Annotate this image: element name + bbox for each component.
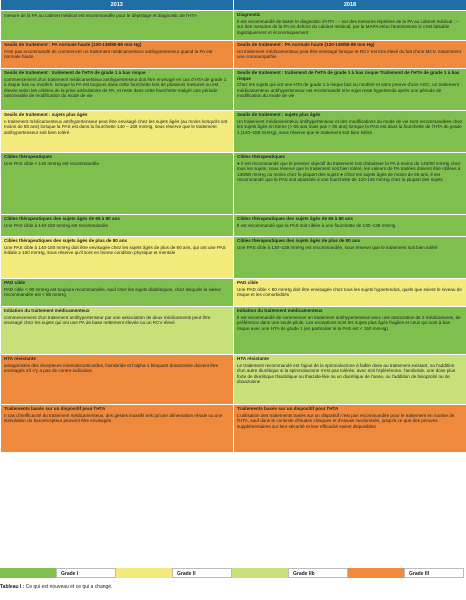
cell-title: Cibles thérapeutiques (237, 154, 285, 159)
cell-2018 (234, 69, 466, 111)
cell-title: Traitements basés sur un dispositif pour l'HTA (237, 406, 339, 411)
cell-title: Seuils de traitement : sujets plus âgés (4, 112, 88, 117)
cell-title: Seuils de traitement : PA normale haute (130-139/85-89 mm Hg) (4, 42, 142, 47)
cell-title: Initiation du traitement médicamenteux (237, 308, 323, 313)
cell-2013 (1, 279, 234, 307)
cell-title: HTA résistante (237, 356, 269, 361)
table-row (1, 405, 466, 453)
cell-body: commencement d'un traitement médicamenteux antihypertenseur doit être envisagé en cas d'HTA de grade 1 à risque bas ou modéré, lorsque la PA est toujours dans cette fourchette lors de plusieurs mesures ou est élevée selon les critères de la prise ambulatoire de PA, et reste dans cette fourchette malgré une période raisonnable de modification du mode de vie (4, 76, 227, 99)
cell-body: n cas d'inefficacité du traitement médicamenteux, des gestes invasifs tels qu'une dénervation rénale ou une stimulation du barorécepteur peuvent être envisagés (4, 412, 223, 424)
cell-body: Une PAS cible à 140-150 mmHg doit être envisagée chez les sujets âgés de plus de 80 ans, qui ont une PAS initiale ≥ 160 mmHg, sous réserve qu'il sont en bonne condition physique et mentale (4, 244, 226, 256)
caption-label: Tableau I : (0, 584, 25, 590)
cell-2013 (1, 307, 234, 355)
cell-body: Un traitement médicamenteux peut être envisagé lorsque le RCV est très élevé du fait d'une MCV, notamment une coronaropathie (237, 48, 461, 60)
cell-2013 (1, 111, 234, 153)
cell-body: Une PAS cible à 130–139 mmHg est recommandée, sous réserve que le traitement soit bien toléré (237, 244, 438, 250)
cell-title: PAD cible (237, 280, 259, 285)
legend-label: Grade II (172, 568, 232, 578)
table-row (1, 279, 466, 307)
table-row (1, 41, 466, 69)
cell-title: HTA résistante (4, 356, 36, 361)
cell-body: commencement d'un traitement antihypertenseur par une association de deux médicaments peut être envisagé chez les sujets qui ont une PA de base nettement élevée ou un RCV élevé (4, 314, 211, 326)
table-caption (0, 584, 112, 590)
legend-swatch (0, 568, 56, 578)
grade-legend (0, 568, 466, 578)
cell-body: antagonistes des récepteurs minéralocorticoïdes, l'amiloride et l'alpha-1 bloquant doxazosine doivent être envisagés s'il n'y a pas de contre-indication (4, 362, 219, 374)
cell-title: Cibles thérapeutiques des sujets âgés de 65 à 80 ans (237, 216, 353, 221)
cell-2013 (1, 153, 234, 215)
cell-2018 (234, 279, 466, 307)
cell-2013 (1, 355, 234, 405)
column-header-2018: 2018 (234, 0, 466, 11)
cell-2018 (234, 405, 466, 453)
legend-swatch (116, 568, 172, 578)
cell-body: PAD cible < 90 mmHg est toujours recommandée, sauf chez les sujets diabétiques, chez lesquels la valeur recommandée est < 85 mmHg (4, 286, 222, 298)
table-row (1, 111, 466, 153)
cell-2018 (234, 41, 466, 69)
table-row (1, 69, 466, 111)
cell-2013 (1, 69, 234, 111)
cell-title: Cibles thérapeutiques des sujets âgés de plus de 80 ans (4, 238, 128, 243)
legend-label: Grade III (404, 568, 464, 578)
cell-2018 (234, 153, 466, 215)
table-row (1, 307, 466, 355)
cell-title: Diagnostic (237, 12, 261, 17)
cell-2018 (234, 237, 466, 279)
cell-title: Seuils de traitement : sujets plus âgés (237, 112, 321, 117)
cell-body: Il est recommandé de commencer un traitement antihypertenseur avec une association de 2 médicaments, de préférence dans une seule pilule. Les exceptions sont les sujets plus âgés fragiles et ceux qui sont à bas risque avec une HTA de grade 1 (en particulier si la PAS est < 150 mmHg) (237, 314, 461, 331)
table-row (1, 237, 466, 279)
cell-body: n traitement médicamenteux antihypertenseur peut être envisagé chez les sujets âgés (au moins lorsqu'ils ont moins de 80 ans) lorsque la PAS est dans la fourchette 140 – 159 mmHg, sous réserve que le traitement antihypertenseur soit bien toléré (4, 118, 228, 135)
cell-body: ● Il est recommandé que le premier objectif du traitement soit d'abaisser la PA à moins de 140/90 mmHg chez tous les sujets, sous réserve que le traitement soit bien toléré, les valeurs de PA traitées doivent être ciblées à 130/80 mmHg ou moins chez la plupart des sujets ● Chez les sujets âgés de moins de 65 ans, il est recommandé que la PAS soit abaissée à une fourchette de 120-129 mmHg chez la plupart des sujets (237, 160, 461, 183)
cell-title: Seuils de traitement : traitement de l'HTA de grade 1 à bas risque (4, 70, 146, 75)
legend-label: Grade I (56, 568, 116, 578)
cell-body: Il est recommandé de baser le diagnostic d'HTA : – sur des mesures répétées de la PA au cabinet médical ; – sur des mesures de la PA en dehors du cabinet médical, par la MAPA et/ou l'automesure si c'est faisable logistiquement et économiquement (237, 18, 459, 35)
cell-body: L'utilisation des traitements basés sur un dispositif n'est pas recommandée pour le traitement en routine de l'HTA, sauf dans le contexte d'études cliniques et d'essais randomisés, jusqu'à ce que des preuves supplémentaires sur leur sécurité et leur efficacité soient disponibles (237, 412, 455, 429)
table-row (1, 153, 466, 215)
cell-body: Le traitement recommandé est l'ajout de la spironolactone à faible dose au traitement existant, ou l'addition d'un autre diurétique si la spironolactone n'est pas tolérée, avec soit l'éplérénone, l'amiloride, une dose plus forte de diurétique thiazidique ou thiazide-like ou un diurétique de l'anse, ou l'addition de bisoprolol ou de doxazosine (237, 362, 456, 385)
cell-2013 (1, 215, 234, 237)
cell-body: Une PAS cible à 140-150 mmHg est recommandée (4, 222, 109, 228)
column-header-2013: 2013 (1, 0, 234, 11)
cell-title: Cibles thérapeutiques des sujets âgés de 65 à 80 ans (4, 216, 120, 221)
cell-title: Cibles thérapeutiques des sujets âgés de plus de 80 ans (237, 238, 361, 243)
table-header-row (1, 0, 466, 11)
table-row (1, 215, 466, 237)
cell-2013 (1, 11, 234, 41)
legend-swatch (232, 568, 288, 578)
table-row (1, 11, 466, 41)
legend-label: Grade IIb (288, 568, 348, 578)
cell-body: Chez les sujets qui ont une HTA de grade 1 à risque bas ou modéré et sans preuve d'une AOC, un traitement médicamenteux antihypertenseur est recommandé si le sujet reste hypertendu après une période de modification du mode de vie (237, 82, 459, 99)
legend-swatch (348, 568, 404, 578)
table-body (1, 11, 466, 453)
cell-2018 (234, 111, 466, 153)
cell-body: Une PAD cible < 80 mmHg doit être envisagée chez tous les sujets hypertendus, quels que soient le niveau de risque et les comorbidités (237, 286, 462, 298)
cell-title: PAD cible (4, 280, 26, 285)
cell-body: Un traitement médicamenteux antihypertenseur et des modifications du mode de vie sont recommandées chez les sujets âgés en forme (> 65 ans mais pas > 80 ans) lorsque la PAS est dans la fourchette de l'HTA de grade 1 (140–159 mmHg), sous réserve que le traitement soit bien toléré (237, 118, 463, 135)
cell-title: Traitements basés sur un dispositif pour l'HTA (4, 406, 106, 411)
cell-body: n'est pas recommandé de commencer un traitement médicamenteux antihypertenseur quand la PA est normale haute (4, 48, 213, 60)
cell-title: Seuils de traitement : PA normale haute (130-139/85-89 mm Hg) (237, 42, 375, 47)
cell-body: mesure de la PA au cabinet médical est recommandée pour le dépistage et diagnostic de l'HTA (4, 13, 197, 18)
cell-title: Cibles thérapeutiques (4, 154, 52, 159)
cell-body: Il est recommandé que la PAS soit ciblée à une fourchette de 130–139 mmHg (237, 222, 396, 228)
cell-2018 (234, 215, 466, 237)
cell-2013 (1, 237, 234, 279)
caption-text: Ce qui est nouveau et ce qui a changé. (25, 584, 113, 590)
cell-title: Seuils de traitement : traitement de l'HTA de grade 1 à bas risque Traitement de l'HTA de grade 1 à bas risque (237, 70, 460, 81)
cell-body: Une PAS cible < 140 mmHg est recommandée (4, 160, 100, 166)
cell-2018 (234, 307, 466, 355)
cell-title: Initiation du traitement médicamenteux (4, 308, 90, 313)
cell-2018 (234, 355, 466, 405)
cell-2013 (1, 41, 234, 69)
cell-2013 (1, 405, 234, 453)
table-row (1, 355, 466, 405)
cell-2018 (234, 11, 466, 41)
